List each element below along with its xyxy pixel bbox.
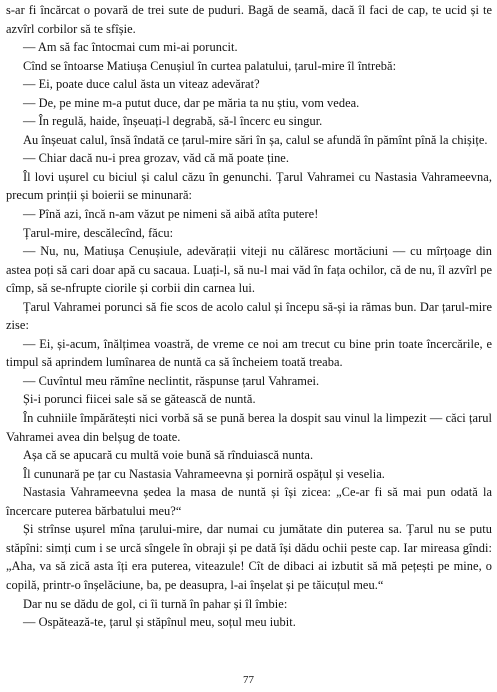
paragraph: Și strînse ușurel mîna țarului-mire, dar numai cu jumătate din puterea sa. Țarul nu se putu stăpîni: simți cum i se urcă sîngele în obraji și pe dată își dădu ochii peste cap. Iar mireasa gîndi: „Aha, va să zică asta îți era puterea, viteazule! Cît de dibaci ai izbutit să mă pețești pe mine, o copilă, printr-o înșelăciune, ba, pe deasupra, l-ai înșelat și pe tăicuțul meu.“	[6, 522, 492, 592]
paragraph: — Ei, poate duce calul ăsta un viteaz adevărat?	[23, 77, 260, 92]
paragraph: — Nu, nu, Matiușa Cenușiule, adevărații viteji nu călăresc mortăciuni — cu mîrțoage din astea poți să cari doar apă cu sacaua. Luați-l, să nu-l mai văd în fața ochilor, că de nu, îl azvîrl pe cîmp, să se-nfrupte ciorile și corbii din carnea lui.	[6, 244, 492, 296]
page-body-text	[6, 1, 492, 632]
paragraph: — Ospătează-te, țarul și stăpînul meu, soțul meu iubit.	[23, 615, 296, 630]
paragraph: — De, pe mine m-a putut duce, dar pe măria ta nu știu, vom vedea.	[23, 95, 360, 110]
paragraph: — Chiar dacă nu-i prea grozav, văd că mă poate ține.	[23, 151, 290, 166]
paragraph: Îl lovi ușurel cu biciul și calul căzu în genunchi. Țarul Vahramei cu Nastasia Vahrameevna, precum prinții și boierii se minunară:	[6, 169, 492, 203]
paragraph: Așa că se apucară cu multă voie bună să rînduiască nunta.	[23, 448, 314, 463]
paragraph: — Cuvîntul meu rămîne neclintit, răspunse țarul Vahramei.	[23, 373, 320, 388]
paragraph: Au înșeuat calul, însă îndată ce țarul-mire sări în șa, calul se afundă în pămînt pînă la chișițe.	[23, 132, 488, 147]
paragraph-continuation: s-ar fi încărcat o povară de trei sute de puduri. Bagă de seamă, dacă îl faci de cap, te ucid și te azvîrl corbilor să te sfîșie.	[6, 3, 492, 36]
paragraph: Cînd se întoarse Matiușa Cenușiul în curtea palatului, țarul-mire îl întrebă:	[23, 58, 397, 73]
paragraph: — Ei, și-acum, înălțimea voastră, de vreme ce noi am trecut cu bine prin toate încercările, e timpul să aprindem lumînarea de nuntă ca să încheiem toată treaba.	[6, 336, 492, 370]
paragraph: — Pînă azi, încă n-am văzut pe nimeni să aibă atîta putere!	[23, 207, 319, 222]
paragraph: — Am să fac întocmai cum mi-ai poruncit.	[23, 40, 238, 55]
page-number: 77	[243, 674, 254, 686]
paragraph: În cuhniile împărătești nici vorbă să se pună berea la dospit sau vinul la limpezit — căci țarul Vahramei avea din belșug de toate.	[6, 411, 492, 444]
paragraph: Țarul Vahramei porunci să fie scos de acolo calul și începu să-și ia rămas bun. Dar țarul-mire zise:	[6, 299, 492, 333]
paragraph: Îl cununară pe țar cu Nastasia Vahrameevna și porniră ospățul și veselia.	[23, 466, 385, 481]
paragraph: Dar nu se dădu de gol, ci îi turnă în pahar și îl îmbie:	[23, 596, 288, 611]
paragraph: Nastasia Vahrameevna ședea la masa de nuntă și își zicea: „Ce-ar fi să mai pun odată la încercare puterea bărbatului meu?“	[6, 485, 492, 518]
paragraph: — În regulă, haide, înșeuați-l degrabă, să-l încerc eu singur.	[23, 114, 323, 129]
paragraph: Țarul-mire, descălecînd, făcu:	[23, 225, 174, 240]
paragraph: Și-i porunci fiicei sale să se gătească de nuntă.	[23, 392, 256, 407]
